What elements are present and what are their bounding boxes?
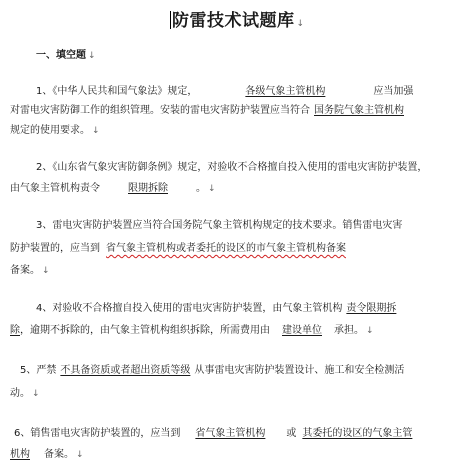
paragraph-mark-icon: ↓ — [366, 326, 374, 336]
question-1-text: 对雷电灾害防御工作的组织管理。安装的雷电灾害防护装置应当符合 — [10, 105, 310, 116]
question-3-line-3 — [10, 265, 50, 277]
question-2-answer-1: 限期拆除 — [128, 183, 168, 194]
paragraph-mark-icon: ↓ — [296, 19, 305, 29]
section-heading-row — [36, 46, 96, 61]
question-1-line-2 — [10, 105, 404, 117]
document-title-row — [170, 6, 305, 31]
question-4-text: 承担。 — [334, 325, 364, 336]
question-1-answer-1: 各级气象主管机构 — [245, 86, 326, 97]
text-cursor — [170, 11, 171, 29]
question-2-text: 2、《山东省气象灾害防御条例》规定，对验收不合格擅自投入使用的雷电灾害防护装置， — [36, 162, 428, 173]
question-2-line-1 — [36, 162, 427, 174]
question-6-text: 或 — [286, 428, 297, 439]
question-6-text: 6、销售雷电灾害防护装置的，应当到 — [14, 428, 181, 439]
paragraph-mark-icon: ↓ — [88, 51, 96, 61]
question-5-text: 动。 — [10, 388, 30, 399]
question-1-text: 规定的使用要求。 — [10, 125, 90, 136]
question-1-line-3 — [10, 125, 100, 137]
question-5-text: 5、严禁 — [20, 365, 57, 376]
document-title: 防雷技术试题库 — [172, 11, 295, 31]
question-3-line-1 — [36, 220, 402, 232]
question-3-text: 备案。 — [10, 265, 40, 276]
question-4-line-1 — [36, 303, 396, 315]
question-1-text: 1、《中华人民共和国气象法》规定， — [36, 86, 198, 97]
question-4-answer-1-continued: 除 — [10, 325, 20, 336]
question-6-answer-2: 其委托的设区的气象主管 — [302, 428, 413, 439]
question-4-answer-2: 建设单位 — [282, 325, 322, 336]
paragraph-mark-icon: ↓ — [76, 450, 84, 460]
question-6-answer-2-continued: 机构 — [10, 449, 30, 460]
question-3-answer-1: 省气象主管机构或者委托的设区的市气象主管机构备案 — [106, 243, 346, 254]
question-3-text: 3、雷电灾害防护装置应当符合国务院气象主管机构规定的技术要求。销售雷电灾害 — [36, 220, 403, 231]
question-4-text: 4、对验收不合格擅自投入使用的雷电灾害防护装置，由气象主管机构 — [36, 303, 343, 314]
question-4-line-2 — [10, 325, 374, 337]
question-5-answer-1: 不具备资质或者超出资质等级 — [60, 365, 191, 376]
question-2-text: 由气象主管机构责令 — [10, 183, 100, 194]
question-1-text: 应当加强 — [373, 86, 414, 97]
question-3-line-2 — [10, 243, 346, 255]
paragraph-mark-icon: ↓ — [42, 266, 50, 276]
question-6-line-1 — [14, 428, 412, 440]
question-6-answer-1: 省气象主管机构 — [195, 428, 266, 439]
paragraph-mark-icon: ↓ — [92, 126, 100, 136]
question-5-line-1 — [20, 365, 404, 377]
question-5-text: 从事雷电灾害防护装置设计、施工和安全检测活 — [194, 365, 405, 376]
question-2-line-2 — [10, 183, 216, 195]
question-4-text: ，逾期不拆除的，由气象主管机构组织拆除，所需费用由 — [20, 325, 270, 336]
question-6-text: 备案。 — [44, 449, 74, 460]
question-1-answer-2: 国务院气象主管机构 — [314, 105, 404, 116]
question-4-answer-1: 责令限期拆 — [346, 303, 397, 314]
question-6-line-2 — [10, 449, 84, 461]
question-5-line-2 — [10, 388, 40, 400]
section-heading: 一、填空题 — [36, 50, 86, 61]
question-3-text: 防护装置的，应当到 — [10, 243, 100, 254]
paragraph-mark-icon: ↓ — [208, 184, 216, 194]
paragraph-mark-icon: ↓ — [32, 389, 40, 399]
question-1-line-1 — [36, 86, 413, 98]
question-2-text: 。 — [196, 183, 206, 194]
